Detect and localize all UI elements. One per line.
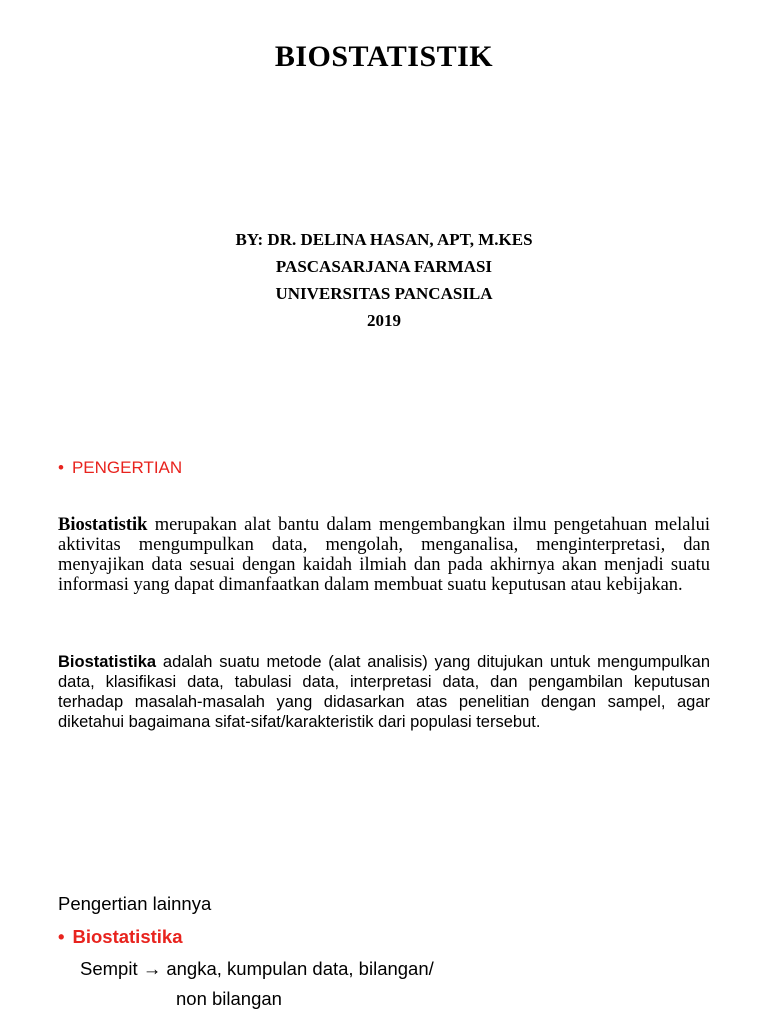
term-biostatistik: Biostatistik: [58, 515, 148, 535]
sempit-line-continued: non bilangan: [176, 988, 282, 1009]
arrow-right-icon: →: [142, 958, 162, 979]
author-block: [0, 226, 768, 334]
definition-text-1: merupakan alat bantu dalam mengembangkan ilmu pengetahuan melalui aktivitas mengumpulkan data, mengolah, menganalisa, menginterpretasi, dan menyajikan data sesuai dengan kaidah ilmiah dan pada akhirnya akan menjadi suatu informasi yang dapat dimanfaatkan dalam membuat suatu keputusan atau kebijakan.: [58, 515, 710, 595]
section-heading-label: PENGERTIAN: [71, 458, 183, 477]
definition-paragraph-1: [58, 515, 710, 595]
definition-paragraph-2: [58, 652, 710, 732]
program-line: PASCASARJANA FARMASI: [275, 257, 493, 276]
sempit-label: Sempit: [80, 958, 138, 979]
author-line: BY: DR. DELINA HASAN, APT, M.KES: [235, 230, 533, 249]
bullet-biostatistika: [58, 926, 183, 948]
page-title: BIOSTATISTIK: [274, 40, 494, 73]
definition-text-2: adalah suatu metode (alat analisis) yang ditujukan untuk mengumpulkan data, klasifikasi data, tabulasi data, interpretasi data, dan pengambilan keputusan terhadap masalah-masalah yang didasarkan atas penelitian dengan sampel, agar diketahui bagaimana sifat-sifat/karakteristik dari populasi tersebut.: [58, 653, 710, 731]
sempit-line: [80, 958, 434, 980]
bullet-icon: •: [58, 458, 64, 477]
subheading-pengertian-lainnya: Pengertian lainnya: [58, 893, 212, 914]
bullet-icon: •: [58, 926, 65, 947]
term-biostatistika: Biostatistika: [58, 653, 157, 671]
section-heading-pengertian: [58, 458, 182, 478]
bullet-biostatistika-label: Biostatistika: [72, 926, 183, 947]
university-line: UNIVERSITAS PANCASILA: [275, 284, 493, 303]
sempit-text: angka, kumpulan data, bilangan/: [166, 958, 434, 979]
year-line: 2019: [367, 311, 401, 330]
